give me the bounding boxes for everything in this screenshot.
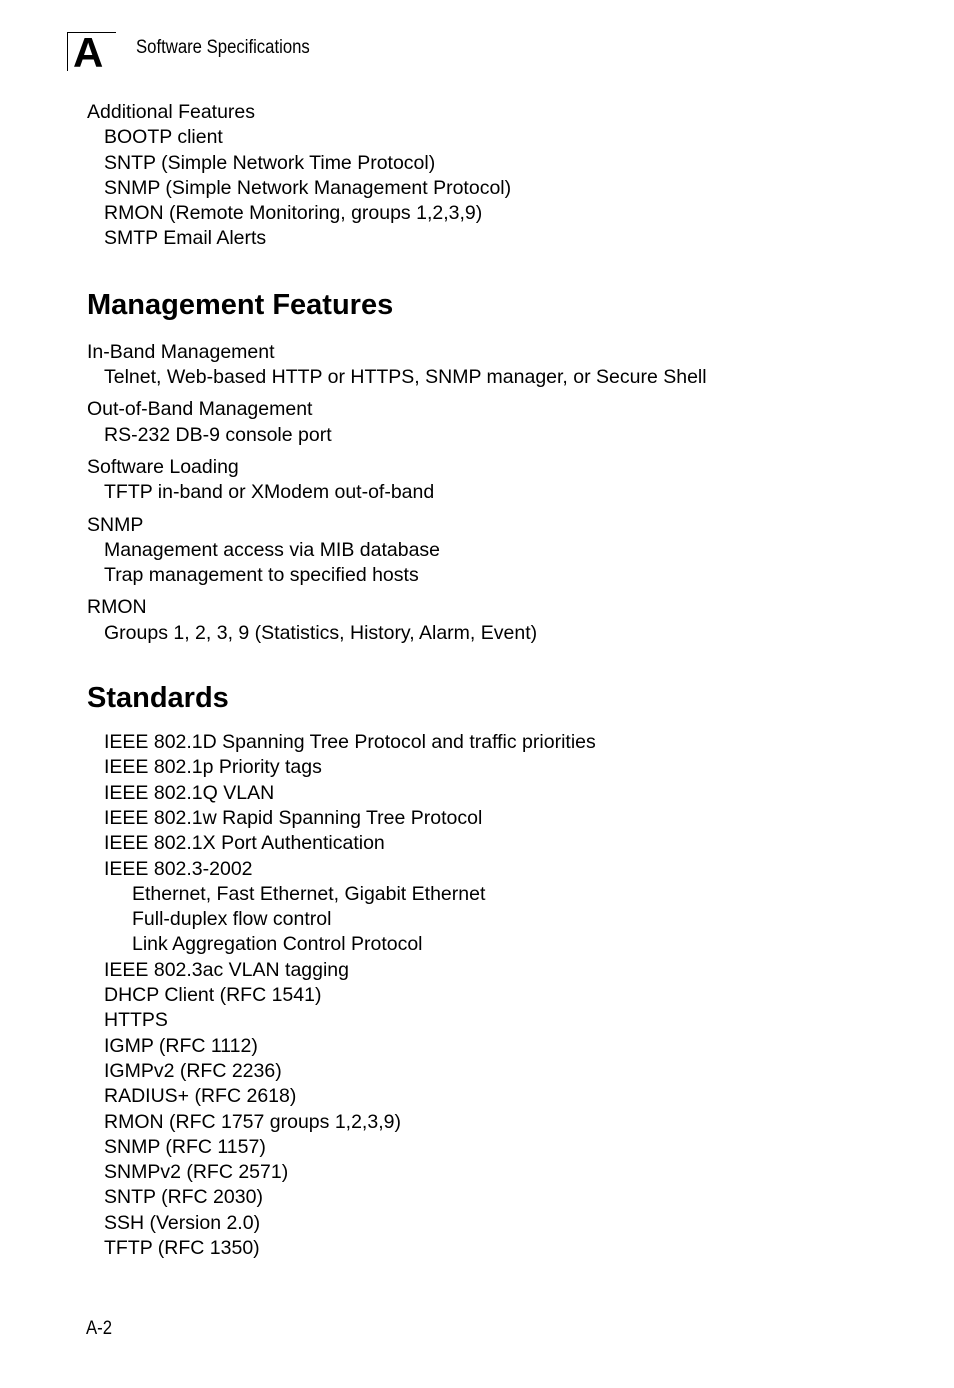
list-item: Management access via MIB database bbox=[104, 538, 441, 561]
list-item: SNMP (Simple Network Management Protocol) bbox=[104, 176, 512, 199]
list-item: SNMP (RFC 1157) bbox=[104, 1135, 266, 1158]
list-item: IGMPv2 (RFC 2236) bbox=[104, 1059, 282, 1082]
group-label: Out-of-Band Management bbox=[87, 398, 313, 421]
list-item: IEEE 802.1w Rapid Spanning Tree Protocol bbox=[104, 806, 483, 829]
sub-list-item: Ethernet, Fast Ethernet, Gigabit Ethernet bbox=[132, 882, 486, 905]
list-item: RMON (Remote Monitoring, groups 1,2,3,9) bbox=[104, 202, 483, 225]
list-item: IEEE 802.1p Priority tags bbox=[104, 756, 322, 779]
software-loading-group bbox=[87, 455, 907, 506]
list-item: HTTPS bbox=[104, 1009, 168, 1032]
out-of-band-management-group bbox=[87, 397, 907, 448]
list-item: TFTP in-band or XModem out-of-band bbox=[104, 481, 435, 504]
sub-list-item: Full-duplex flow control bbox=[132, 908, 332, 931]
list-item: IEEE 802.1D Spanning Tree Protocol and traffic priorities bbox=[104, 731, 596, 754]
management-features-heading: Management Features bbox=[87, 288, 394, 321]
list-item: SSH (Version 2.0) bbox=[104, 1211, 261, 1234]
list-item: RS-232 DB-9 console port bbox=[104, 423, 332, 446]
list-item: RMON (RFC 1757 groups 1,2,3,9) bbox=[104, 1110, 401, 1133]
list-item: Groups 1, 2, 3, 9 (Statistics, History, Alarm, Event) bbox=[104, 621, 538, 644]
list-item: TFTP (RFC 1350) bbox=[104, 1236, 260, 1259]
list-item: DHCP Client (RFC 1541) bbox=[104, 984, 322, 1007]
list-item: Telnet, Web-based HTTP or HTTPS, SNMP manager, or Secure Shell bbox=[104, 366, 707, 389]
management-features-section bbox=[87, 340, 907, 646]
sub-list-item: Link Aggregation Control Protocol bbox=[132, 933, 423, 956]
standards-heading: Standards bbox=[87, 682, 229, 715]
list-item: RADIUS+ (RFC 2618) bbox=[104, 1085, 297, 1108]
snmp-group bbox=[87, 513, 907, 589]
list-item: IGMP (RFC 1112) bbox=[104, 1034, 258, 1057]
group-label: Software Loading bbox=[87, 455, 239, 478]
running-header-title: Software Specifications bbox=[136, 37, 310, 58]
group-label: RMON bbox=[87, 596, 147, 619]
list-item: IEEE 802.3ac VLAN tagging bbox=[104, 958, 349, 981]
list-item: Trap management to specified hosts bbox=[104, 564, 419, 587]
list-item: SNMPv2 (RFC 2571) bbox=[104, 1161, 289, 1184]
list-item: BOOTP client bbox=[104, 126, 223, 149]
rmon-group bbox=[87, 595, 907, 646]
page-number: A-2 bbox=[86, 1318, 113, 1339]
in-band-management-group bbox=[87, 340, 907, 391]
group-label: SNMP bbox=[87, 513, 144, 536]
group-label: In-Band Management bbox=[87, 340, 275, 363]
standards-section bbox=[87, 730, 907, 1261]
appendix-letter: A bbox=[73, 29, 104, 76]
appendix-tab bbox=[67, 29, 116, 76]
list-item: IEEE 802.1Q VLAN bbox=[104, 781, 275, 804]
list-item: SMTP Email Alerts bbox=[104, 227, 267, 250]
page-content bbox=[87, 100, 907, 1261]
additional-features-section bbox=[87, 100, 907, 252]
list-item: SNTP (Simple Network Time Protocol) bbox=[104, 151, 436, 174]
list-item: IEEE 802.3-2002 bbox=[104, 857, 253, 880]
list-item: IEEE 802.1X Port Authentication bbox=[104, 832, 385, 855]
list-item: SNTP (RFC 2030) bbox=[104, 1186, 263, 1209]
additional-features-label: Additional Features bbox=[87, 101, 256, 123]
